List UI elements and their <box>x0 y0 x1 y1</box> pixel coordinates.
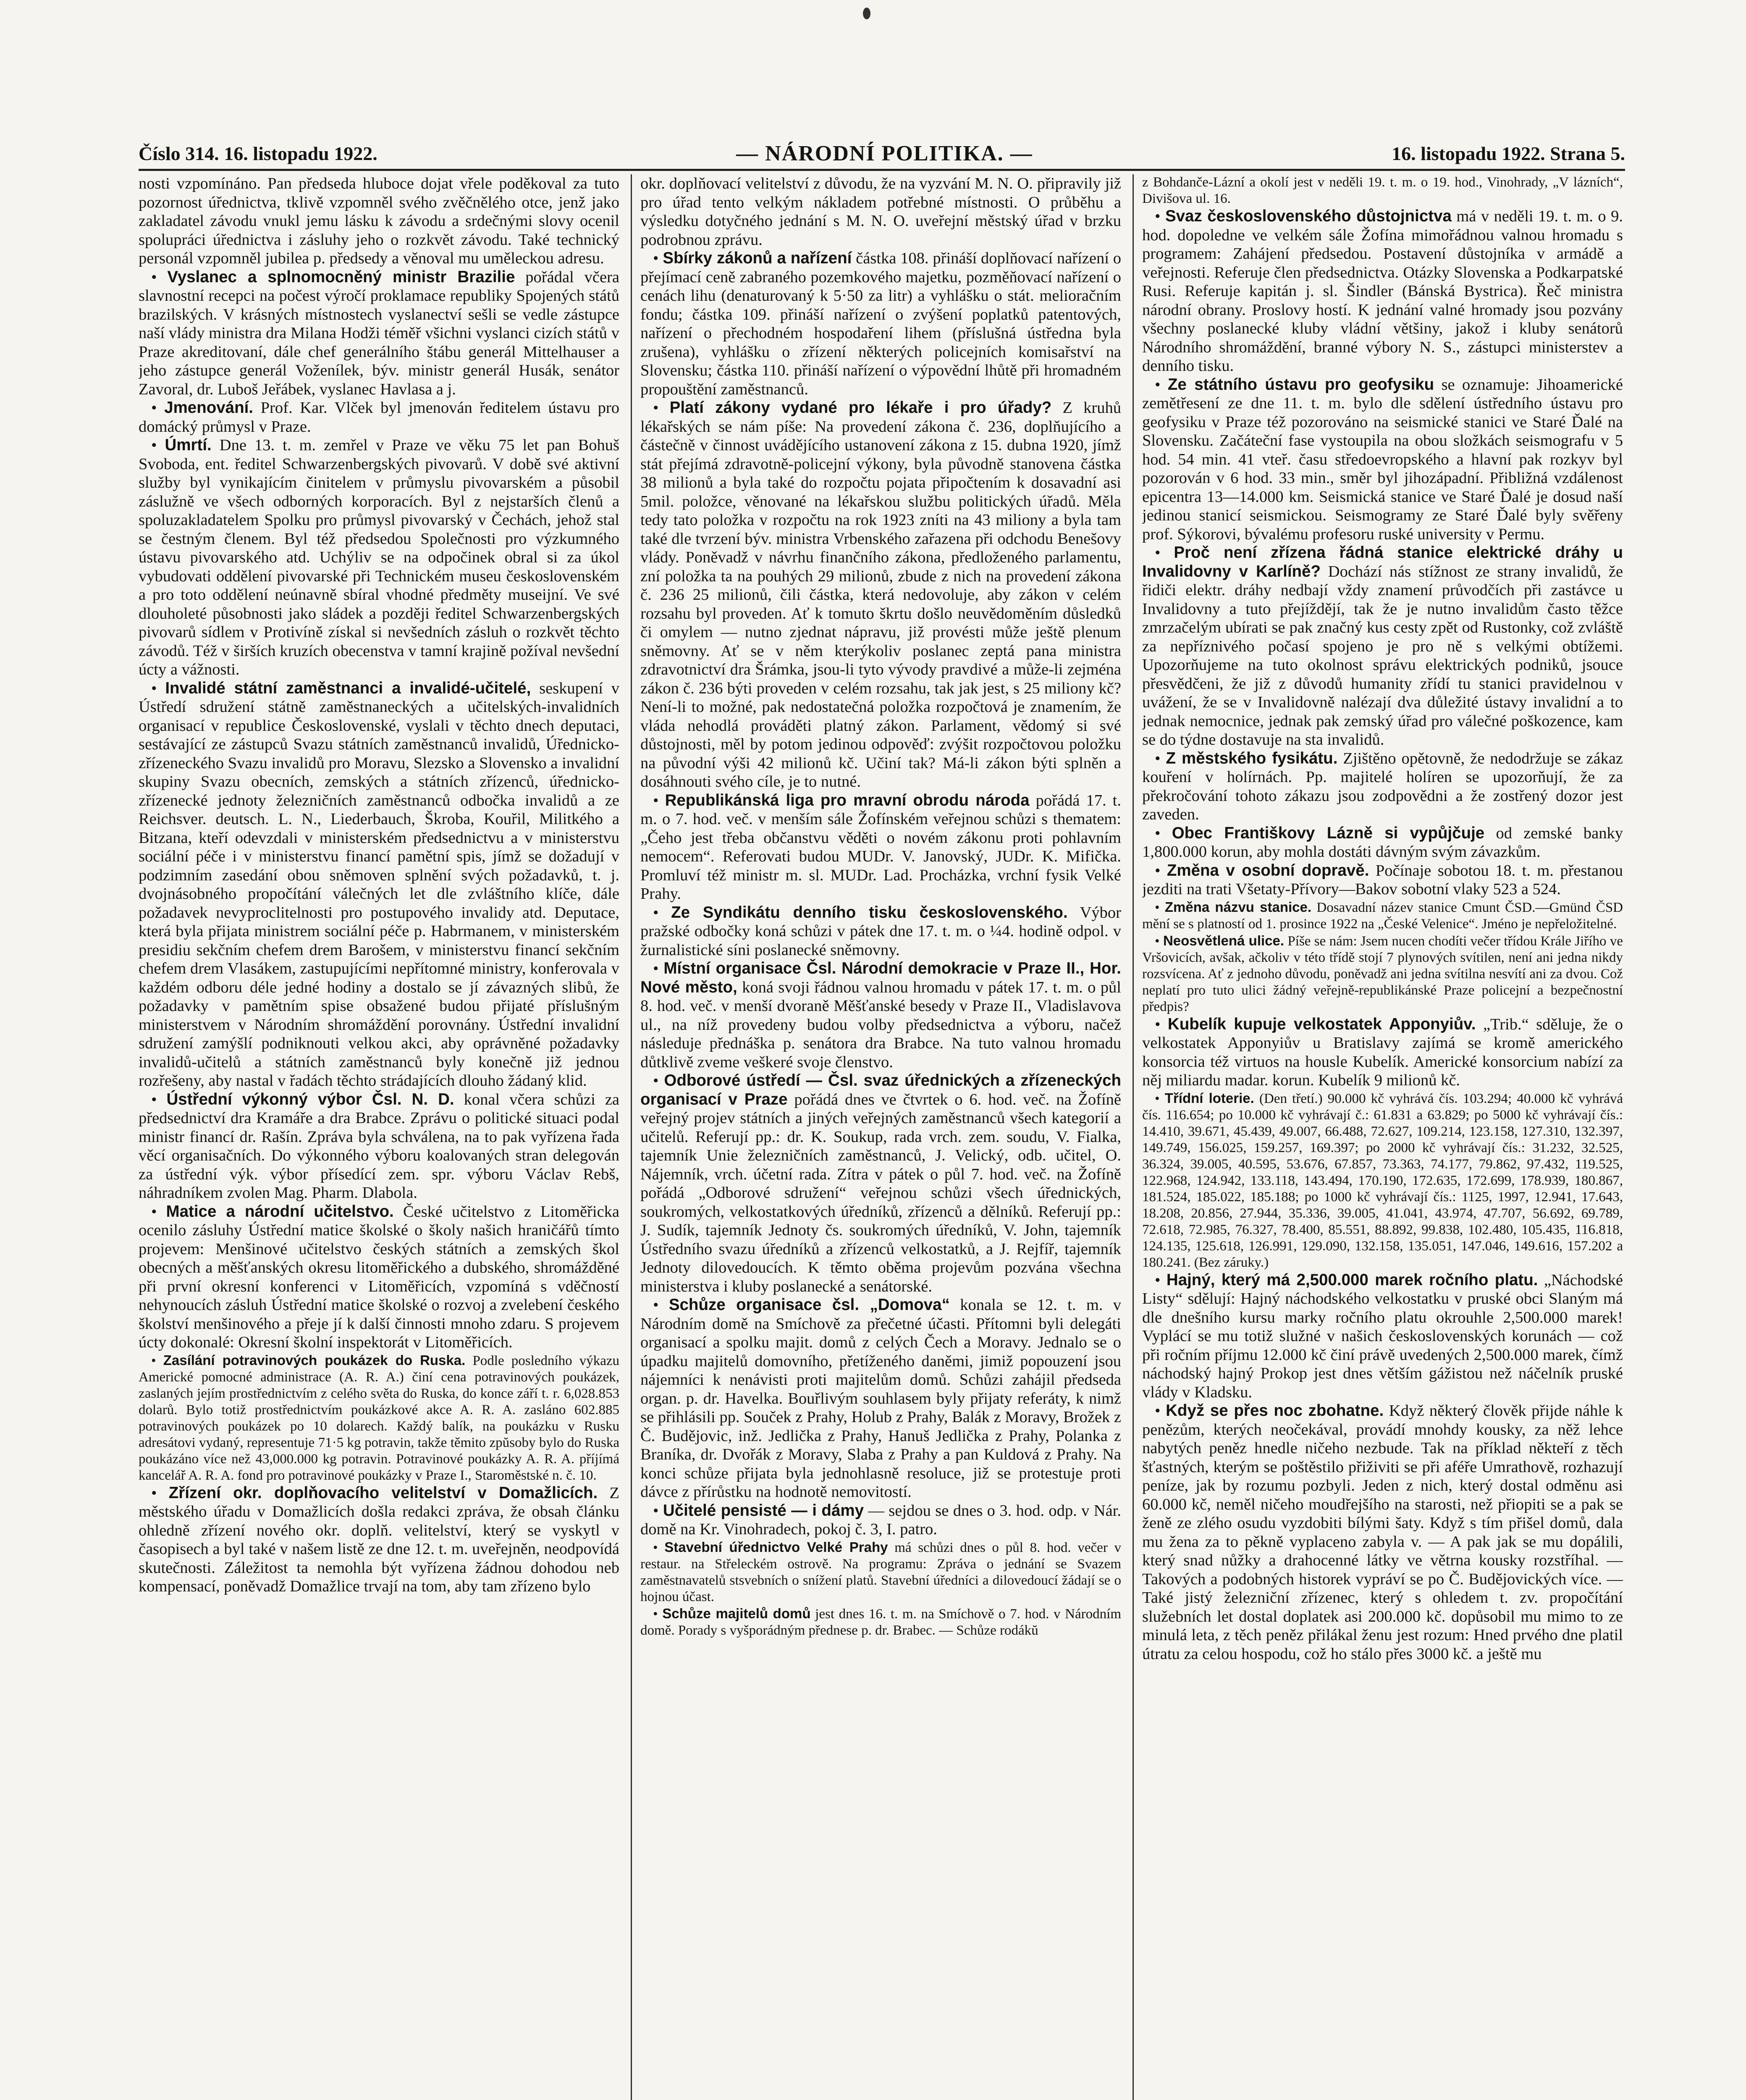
article-heading: Odborové ústředí — Čsl. svaz úřednických a zřízeneckých organisací v Praze <box>640 1071 1121 1108</box>
article-text: — sejdou se dnes o 3. hod. odp. v Nár. domě na Kr. Vinohradech, pokoj č. 3, I. patro. <box>640 1502 1121 1538</box>
article-paragraph: • Třídní loterie. (Den třetí.) 90.000 kč vyhrává čís. 103.294; 40.000 kč vyhrává čís. 116.654; po 10.000 kč vyhrávají č.: 61.831 a 63.829; po 5000 kč vyhrávají čís.: 14.410, 39.671, 45.439, 49.007, 66.488, 72.627, 109.214, 123.158, 127.310, 132.397, 149.749, 156.025, 159.257, 169.397; po 2000 kč vyhrávají čís.: 31.232, 32.525, 36.324, 39.005, 40.595, 53.676, 67.857, 73.363, 74.177, 79.862, 97.432, 119.525, 122.968, 124.942, 133.118, 143.494, 170.190, 172.635, 172.699, 178.939, 180.867, 181.524, 185.022, 185.188; po 1000 kč vyhrávají čís.: 1125, 1997, 12.941, 17.643, 18.208, 20.856, 27.944, 35.336, 39.005, 41.041, 43.974, 47.707, 56.692, 69.789, 72.618, 72.985, 76.327, 78.400, 85.551, 88.892, 99.838, 102.480, 105.435, 116.818, 124.135, 125.618, 126.991, 129.090, 132.158, 135.051, 147.046, 149.616, 157.202 a 180.241. (Bez záruky.) <box>1142 1090 1623 1270</box>
article-heading: Z městského fysikátu. <box>1166 749 1338 767</box>
article-text: Dosavadní název stanice Cmunt ČSD.—Gmünd ČSD mění se s platností od 1. prosince 1922 na „České Velenice“. Jméno je nepřeložitelné. <box>1142 900 1623 932</box>
article-text: Z kruhů lékařských se nám píše: Na provedení zákona č. 236, doplňujícího a částečně v činnost uvádějícího ustanovení zákona z 15. dubna 1920, jímž stát přejímá zdravotně-policejní výkony, byla původně stanovena částka 38 milionů a byla také do rozpočtu pojata připočtením k dosavadní asi 5mil. položce, věnované na lékařskou službu politických úřadů. Měla tedy tato položka v rozpočtu na rok 1923 zníti na 43 miliony a byla tam také dle tvrzení býv. ministra Vrbenského zařazena při odchodu Benešovy vlády. Poněvadž v návrhu finančního zákona, předloženého parlamentu, zní položka ta na pouhých 29 milionů, zbude z nich na provedení zákona č. 236 25 milionů, čili částka, která nedovoluje, aby zákon v celém rozsahu byl proveden. Ať k tomuto škrtu došlo neuvědoměním důsledků či omylem — nutno zjednat nápravu, již provésti může ještě plenum sněmovny. Ať se v něm kterýkoliv poslanec zeptá pana ministra zdravotnictví dra Šrámka, jsou-li tyto vývody pravdivé a může-li zejména zákon č. 236 býti proveden v celém rozsahu, tak jak jest, s 25 miliony kč? Není-li to možné, pak nedostatečná položka rozpočtová je znamením, že vláda nehodlá prováděti platný zákon. Parlament, vědomý si své důstojnosti, měl by potom jedinou odpověď: zvýšit rozpočtovou položku na původní výši 42 milionů kč. Učiní tak? Má-li zákon býti splněn a dosáhnouti svého cíle, je to nutné. <box>640 399 1121 790</box>
article-paragraph: • Sbírky zákonů a nařízení částka 108. přináší doplňovací nařízení o přejímací ceně zabraného pozemkového majetku, pozměňovací nařízení o cenách lihu (denaturovaný k 5·50 za litr) a vyhlášku o stát. melioračním fondu; částka 109. přináší nařízení o zvýšení poplatků patentových, nařízení o přechodném hospodaření lihem (příslušná ústředna byla zrušena), vyhlášku o zřízení některých policejních komisařství na Slovensku; částka 110. přináší nařízení o výpovědní lhůtě při hromadném propouštění zaměstnanců. <box>640 249 1121 398</box>
article-heading: Svaz československého důstojnictva <box>1165 207 1452 225</box>
column-1 <box>139 174 619 2100</box>
article-heading: Ústřední výkonný výbor Čsl. N. D. <box>166 1090 454 1108</box>
page-number: Strana 5. <box>1550 142 1625 164</box>
article-heading: Ze státního ústavu pro geofysiku <box>1167 375 1434 394</box>
article-heading: Úmrtí. <box>165 436 212 454</box>
article-text: konala se 12. t. m. v Národním domě na Smíchově za přečetné účasti. Přítomni byli delegáti organisací a spolku majit. domů z celých Čech a Moravy. Jednalo se o úpadku majitelů domovního, přetíženého daněmi, jimiž popouzení jsou nájemníci k nenávisti proti majitelům domů. Schůzi zahájil předseda organ. p. dr. Havelka. Bouřlivým souhlasem byly přijaty referáty, k nimž se přihlásili pp. Souček z Prahy, Holub z Prahy, Balák z Moravy, Brožek z Č. Budějovic, inž. Jedlička z Prahy, Hanuš Jedlička z Prahy, Polanka z Braníka, dr. Dvořák z Moravy, Slaba z Prahy a pan Kuldová z Prahy. Na konci schůze přijata byla jednohlasně resoluce, již se protestuje proti dávce z přírůstku na hodnotě nemovitostí. <box>640 1296 1121 1501</box>
article-paragraph: • Ze státního ústavu pro geofysiku se oznamuje: Jihoamerické zemětřesení ze dne 11. t. m. bylo dle sdělení ústředního ústavu pro geofysiku v Praze též pozorováno na seismické stanici ve Staré Ďalé na Slovensku. Začáteční fase vystoupila na obou složkách seismografu v 5 hod. 54 min. 41 vteř. času středoevropského a hlavní pak rozkyv byl pozorován v 6 hod. 33 min., směr byl jihozápadní. Přibližná vzdálenost epicentra 13—14.000 km. Seismická stanice ve Staré Ďalé je dosud naší jedinou stanicí seismickou. Seismogramy ze Staré Ďalé byly svěřeny prof. Sýkorovi, bývalému profesoru ruské university v Permu. <box>1142 375 1623 543</box>
article-heading: Matice a národní učitelstvo. <box>166 1202 394 1221</box>
article-heading: Změna v osobní dopravě. <box>1167 861 1369 879</box>
header-rule <box>139 169 1625 171</box>
header-right <box>1392 142 1625 165</box>
page-header <box>139 139 1625 168</box>
newspaper-title: — NÁRODNÍ POLITIKA. — <box>736 141 1033 165</box>
article-paragraph: • Kubelík kupuje velkostatek Apponyiův. „Trib.“ sděluje, že o velkostatek Apponyiův u Bratislavy zajímá se kromě amerického konsorcia též virtuos na housle Kubelík. Americké konsorcium nabízí za něj miliardu madar. korun. Kubelík 9 milionů kč. <box>1142 1015 1623 1089</box>
article-heading: Obec Františkovy Lázně si vypůjčuje <box>1172 824 1485 842</box>
article-paragraph: • Zasílání potravinových poukázek do Ruska. Podle posledního výkazu Americké pomocné administrace (A. R. A.) činí cena potravinových poukázek, zaslaných jejím prostřednictvím z celého světa do Ruska, do konce září t. r. 6,028.853 dolarů. Bylo totiž prostřednictvím poukázkové akce A. R. A. zasláno 602.885 potravinových poukázek po 10 dolarech. Každý balík, na poukázku v Rusku adresátovi vydaný, representuje 71·5 kg potravin, takže těmito zpŭsoby bylo do Ruska poukázáno více než 43,000.000 kg potravin. Potravinové poukázky A. R. A. příjímá kancelář A. R. A. fond pro potravinové poukázky v Praze I., Staroměstské n. č. 10. <box>139 1352 619 1483</box>
article-heading: Kubelík kupuje velkostatek Apponyiův. <box>1167 1015 1476 1033</box>
article-paragraph <box>640 174 1121 249</box>
article-paragraph: • Svaz československého důstojnictva má v neděli 19. t. m. o 9. hod. dopoledne ve velkém sále Žofína mimořádnou valnou hromadu s programem: Zahájení předsedou. Postavení důstojníka v armádě a veřejnosti. Referuje člen předsednictva. Otázky Slovenska a Podkarpatské Rusi. Referuje kapitán j. sl. Šindler (Bánská Bystrica). Řeč ministra národní obrany. Proslovy hostí. K jednání valné hromady jsou pozvány všechny poslanecké kluby vládní většiny, jakož i kluby senátorů Národního shromáždění, branné výbory N. S., zástupci ministerstev a denního tisku. <box>1142 207 1623 375</box>
punch-hole-mark <box>863 8 870 19</box>
article-text: Píše se nám: Jsem nucen chodíti večer třídou Krále Jiřího ve Vršovicích, avšak, ačkoliv v této třídě stojí 7 plynových svítilen, není ani jedna nikdy rozsvícena. Ať z jednoho důvodu, poněvadž ani jedna svítilna nesvítí ani za dvou. Což neplatí pro tuto ulici žádný veřejně-republikánské Praze policejní a bezpečnostní předpis? <box>1142 933 1623 1014</box>
article-text: „Náchodské Listy“ sdělují: Hajný náchodského velkostatku v pruské obci Slaným má dle dnešního kursu marky ročního platu okrouhle 2,500.000 marek! Vyplácí se mu totiž služné v našich československých korunách — což při ročním příjmu 12.000 kč činí právě uvedených 2,500.000 marek, čímž náchodský hajný Prokop jest dnes větším gážistou než náčelník pruské vlády v Kladsku. <box>1142 1271 1623 1401</box>
article-paragraph: • Invalidé státní zaměstnanci a invalidé-učitelé, seskupení v Ústředí sdružení státně zaměstnaneckých a učitelských-invalidních organisací v republice Československé, vyslali v těchto dnech deputaci, sestávající ze zástupců Svazu státních zaměstnanců invalidů, Úřednicko-zřízeneckého Svazu invalidů pro Moravu, Slezsko a Slovensko a invalidní skupiny Svazu obecních, zemských a státních zřízenců, úřednicko-zřízenecké jednoty železničních zaměstnanců odbočka invalidů a ze Reichsver. deutsch. L. N., Liederbauch, Škroba, Kouřil, Militkého a Bitzana, kteří odevzdali v ministerském předsednictvu a v ministerstvu sociální péče i v ministerstvu financí pamětní spis, jímž se dožadují v podzimním zasedání obou sněmoven splnění svých požadavků, t. j. dvojnásobného propočítání válečných let dle zvláštního klíče, dále požadavek nevyproclitelnosti pro postupového invalidy atd. Deputace, která byla přijata ministrem sociální péče p. Habrmanem, v ministerském presidiu sekčním chefem drem Barošem, v ministerstvu financí sekčním chefem drem Vlasákem, zastupujícími nepřítomné ministry, konferovala v každém odboru déle jedné hodiny a dostalo se jí závazných slibů, že požadavky v pamětním spise obsažené budou přijaté příslušným ministerstvem v Národním shromáždění porovnány. Ústřední invalidní sdružení zamýšlí podniknouti velkou akci, aby oprávněné požadavky invalidů-učitelů a státních zaměstnanců byly konečně již jednou rozřešeny, aby nastal v řadách těchto strádajících dlouho žádaný klid. <box>139 679 619 1089</box>
article-paragraph: • Neosvětlená ulice. Píše se nám: Jsem nucen chodíti večer třídou Krále Jiřího ve Vršovicích, avšak, ačkoliv v této třídě stojí 7 plynových svítilen, není ani jedna nikdy rozsvícena. Ať z jednoho důvodu, poněvadž ani jedna svítilna nesvítí ani za dvou. Což neplatí pro tuto ulici žádný veřejně-republikánské Praze policejní a bezpečnostní předpis? <box>1142 932 1623 1014</box>
article-heading: Invalidé státní zaměstnanci a invalidé-učitelé, <box>165 679 531 697</box>
article-heading: Schůze majitelů domů <box>662 1605 811 1621</box>
article-text: nosti vzpomínáno. Pan předseda hluboce dojat vřele poděkoval za tuto pozornost úřednictva, tklivě vzpomněl svého zvěčnělého otce, jenž jako zakladatel závodu vnukl jemu lásku k závodu a srdečnými slovy ocenil spolupráci úřednictva i zásluhy jeho o rozkvět závodu. Také technický personál vzpomněl jubilea p. předsedy a věnoval mu uměleckou adresu. <box>139 175 619 267</box>
article-paragraph: • Úmrtí. Dne 13. t. m. zemřel v Praze ve věku 75 let pan Bohuš Svoboda, ent. ředitel Schwarzenbergských pivovarů. V době své aktivní služby byl vynikajícím činitelem v průmyslu pivovarském a působil záslužně ve všech odborných korporacích. Byl z nejstarších členů a spoluzakladatelem Spolku pro průmysl pivovarský v Čechách, jehož stal se čestným členem. Byl též předsedou Společnosti pro výzkumného ústavu pivovarského atd. Uchýliv se na odpočinek obral si za úkol vybudovati oddělení pivovarské při Technickém museu československém a pro toto oddělení neúnavně sbíral vhodné předměty museijní. Ve své dlouholeté působnosti jako sládek a později ředitel Schwarzenbergských pivovarů sídlem v Protivíně získal si nevšedních zásluh o rozkvět těchto závodů. Též v širších kruzích obecenstva v tamní krajině požíval nevšední úcty a vážnosti. <box>139 436 619 678</box>
article-heading: Neosvětlená ulice. <box>1163 932 1285 948</box>
article-text: České učitelstvo z Litoměřicka ocenilo zásluhy Ústřední matice školské o školy našich hraničářů tímto projevem: Menšinové učitelstvo českých státních a zemských škol obecných a měšťanských okresu litoměřického a dubského, shromážděné při první okresní konferenci v Litoměřicích, vzpomíná s vděčností nehynoucích zásluh Ústřední matice školské o rozvoj a zvelebení českého školství menšinového a přeje jí k další činnosti mnoho zdaru. S projevem úcty dokonalé: Okresní školní inspektorát v Litoměřicích. <box>139 1202 619 1351</box>
header-left <box>139 142 378 165</box>
column-2 <box>640 174 1121 2100</box>
article-paragraph: • Učitelé pensisté — i dámy — sejdou se dnes o 3. hod. odp. v Nár. domě na Kr. Vinohradech, pokoj č. 3, I. patro. <box>640 1501 1121 1538</box>
article-text: má v neděli 19. t. m. o 9. hod. dopoledne ve velkém sále Žofína mimořádnou valnou hromadu s programem: Zahájení předsedou. Postavení důstojníka v armádě a veřejnosti. Referuje člen předsednictva. Otázky Slovenska a Podkarpatské Rusi. Referuje kapitán j. sl. Šindler (Bánská Bystrica). Řeč ministra národní obrany. Proslovy hostí. K jednání valné hromady jsou pozvány všechny poslanecké kluby vládní většiny, jakož i kluby senátorů Národního shromáždění, branné výbory N. S., zástupci ministerstev a denního tisku. <box>1142 207 1623 375</box>
article-paragraph: • Platí zákony vydané pro lékaře i pro úřady? Z kruhů lékařských se nám píše: Na provedení zákona č. 236, doplňujícího a částečně v činnost uvádějícího ustanovení zákona z 15. dubna 1920, jímž stát přejímá zdravotně-policejní výkony, byla původně stanovena částka 38 milionů a byla také do rozpočtu pojata připočtením k dosavadní asi 5mil. položce, věnované na lékařskou službu politických úřadů. Měla tedy tato položka v rozpočtu na rok 1923 zníti na 43 miliony a byla tam také dle tvrzení býv. ministra Vrbenského zařazena při odchodu Benešovy vlády. Poněvadž v návrhu finančního zákona, předloženého parlamentu, zní položka ta na pouhých 29 milionů, zbude z nich na provedení zákona č. 236 25 milionů, čili částka, která nedovoluje, aby zákon v celém rozsahu byl proveden. Ať k tomuto škrtu došlo neuvědoměním důsledků či omylem — nutno zjednat nápravu, již provésti může ještě plenum sněmovny. Ať se v něm kterýkoliv poslanec zeptá pana ministra zdravotnictví dra Šrámka, jsou-li tyto vývody pravdivé a může-li zejména zákon č. 236 býti proveden v celém rozsahu, tak jak jest, s 25 miliony kč? Není-li to možné, pak nedostatečná položka rozpočtová je znamením, že vláda nehodlá prováděti platný zákon. Parlament, vědomý si své důstojnosti, měl by potom jedinou odpověď: zvýšit rozpočtovou položku na původní výši 42 milionů kč. Učiní tak? Má-li zákon býti splněn a dosáhnouti svého cíle, je to nutné. <box>640 399 1121 790</box>
article-paragraph: • Hajný, který má 2,500.000 marek ročního platu. „Náchodské Listy“ sdělují: Hajný náchodského velkostatku v pruské obci Slaným má dle dnešního kursu marky ročního platu okrouhle 2,500.000 marek! Vyplácí se mu totiž služné v našich československých korunách — což při ročním příjmu 12.000 kč činí právě uvedených 2,500.000 marek, čímž náchodský hajný Prokop jest dnes větším gážistou než náčelník pruské vlády v Kladsku. <box>1142 1270 1623 1401</box>
article-text: Zjištěno opětovně, že nedodržuje se zákaz kouření v holírnách. Pp. majitelé holíren se upozorňují, že za překročování tohoto zákazu jsou zodpovědni a že zostřený dozor jest zaveden. <box>1142 749 1623 823</box>
article-text: z Bohdanče-Lázní a okolí jest v neděli 19. t. m. o 19. hod., Vinohrady, „V lázních“, Divišova ul. 16. <box>1142 175 1623 206</box>
article-text: Prof. Kar. Vlček byl jmenován ředitelem ústavu pro domácký průmysl v Praze. <box>139 399 619 436</box>
article-text: pořádal včera slavnostní recepci na počest výročí proklamace republiky Spojených států brazilských. V krásných místnostech vyslanectví sešli se vedle zástupce naší vlády ministra dra Milana Hodži téměř všichni vyslanci cizích států v Praze akreditovaní, dále chef generálního štábu generál Mittelhauser a jeho zástupce generál Voženílek, býv. ministr generál Husák, senátor Zavoral, dr. Luboš Jeřábek, vyslanec Havlasa a j. <box>139 268 619 398</box>
article-paragraph: • Republikánská liga pro mravní obrodu národa pořádá 17. t. m. o 7. hod. več. v menším sále Žofínském veřejnou schůzi s thematem: „Čeho jest třeba občanstvu věděti o novém zákonu proti pohlavním nemocem“. Referovati budou MUDr. V. Janovský, JUDr. K. Mifička. Promluví též ministr m. sl. MUDr. Lad. Procházka, vrchní fysik Velké Prahy. <box>640 791 1121 903</box>
article-text: koná svoji řádnou valnou hromadu v pátek 17. t. m. o půl 8. hod. več. v menší dvoraně Měšťanské besedy v Praze II., Vladislavova ul., na níž provedeny budou volby předsednictva a výboru, načež následuje přednáška p. senátora dra Brabce. Na tuto valnou hromadu důtklivě zveme veškeré svoje členstvo. <box>640 978 1121 1071</box>
article-paragraph: • Zřízení okr. doplňovacího velitelství v Domažlicích. Z městského úřadu v Domažlicích došla redakci zpráva, že obsah článku ohledně zřízení nového okr. doplň. velitelství, který se vyskytl v časopisech a byl také v našem listě ze dne 12. t. m. uveřejněn, neodpovídá skutečnosti. Záležitost ta nemohla být vyřízena žádnou dohodou neb kompensací, poněvadž Domažlice trvají na tom, aby tam zřízeno bylo <box>139 1483 619 1595</box>
article-paragraph: • Matice a národní učitelstvo. České učitelstvo z Litoměřicka ocenilo zásluhy Ústřední matice školské o školy našich hraničářů tímto projevem: Menšinové učitelstvo českých státních a zemských škol obecných a měšťanských okresu litoměřického a dubského, shromážděné při první okresní konferenci v Litoměřicích, vzpomíná s vděčností nehynoucích zásluh Ústřední matice školské o rozvoj a zvelebení českého školství menšinového a přeje jí k další činnosti mnoho zdaru. S projevem úcty dokonalé: Okresní školní inspektorát v Litoměřicích. <box>139 1202 619 1351</box>
article-text: Počínaje sobotou 18. t. m. přestanou jezditi na trati Všetaty-Přívory—Bakov sobotní vlaky 523 a 524. <box>1142 861 1623 898</box>
article-heading: Zřízení okr. doplňovacího velitelství v Domažlicích. <box>168 1483 598 1502</box>
column-divider <box>1133 174 1134 2100</box>
article-paragraph: • Ústřední výkonný výbor Čsl. N. D. konal včera schůzi za předsednictví dra Kramáře a dra Brabce. Zprávu o politické situaci podal ministr financí dr. Rašín. Zpráva byla schválena, na to pak vyřízena řada věcí organisačních. Do výkonného výboru koalovaných stran delegován za ústřední výk. výbor přísedící zem. spr. výboru Václav Rebš, náhradníkem zvolen Mag. Pharm. Dlabola. <box>139 1090 619 1202</box>
article-text: Z městského úřadu v Domažlicích došla redakci zpráva, že obsah článku ohledně zřízení nového okr. doplň. velitelství, který se vyskytl v časopisech a byl také v našem listě ze dne 12. t. m. uveřejněn, neodpovídá skutečnosti. Záležitost ta nemohla být vyřízena žádnou dohodou neb kompensací, poněvadž Domažlice trvají na tom, aby tam zřízeno bylo <box>139 1484 619 1595</box>
article-heading: Hajný, který má 2,500.000 marek ročního platu. <box>1166 1270 1538 1289</box>
article-paragraph: • Místní organisace Čsl. Národní demokracie v Praze II., Hor. Nové město, koná svoji řádnou valnou hromadu v pátek 17. t. m. o půl 8. hod. več. v menší dvoraně Měšťanské besedy v Praze II., Vladislavova ul., na níž provedeny budou volby předsednictva a výboru, načež následuje přednáška p. senátora dra Brabce. Na tuto valnou hromadu důtklivě zveme veškeré svoje členstvo. <box>640 959 1121 1071</box>
article-paragraph: • Schůze organisace čsl. „Domova“ konala se 12. t. m. v Národním domě na Smíchově za přečetné účasti. Přítomni byli delegáti organisací a spolku majit. domů z celých Čech a Moravy. Jednalo se o úpadku majitelů domovního, přetíženého daněmi, jimiž popouzení jsou nájemníci k nenávisti proti majitelům domů. Schůzi zahájil předseda organ. p. dr. Havelka. Bouřlivým souhlasem byly přijaty referáty, k nimž se přihlásili pp. Souček z Prahy, Holub z Prahy, Balák z Moravy, Brožek z Č. Budějovic, inž. Jedlička z Prahy, Hanuš Jedlička z Prahy, Polanka z Braníka, dr. Dvořák z Moravy, Slaba z Prahy a pan Kuldová z Prahy. Na konci schůze přijata byla jednohlasně resoluce, již se protestuje proti dávce z přírůstku na hodnotě nemovitostí. <box>640 1296 1121 1501</box>
article-heading: Místní organisace Čsl. Národní demokracie v Praze II., Hor. Nové město, <box>640 959 1121 996</box>
article-heading: Republikánská liga pro mravní obrodu národa <box>665 791 1030 809</box>
article-text: se oznamuje: Jihoamerické zemětřesení ze dne 11. t. m. bylo dle sdělení ústředního ústavu pro geofysiku v Praze též pozorováno na seismické stanici ve Staré Ďalé na Slovensku. Začáteční fase vystoupila na obou složkách seismografu v 5 hod. 54 min. 41 vteř. času středoevropského a hlavní pak rozkyv byl pozorován v 6 hod. 33 min., směr byl jihozápadní. Přibližná vzdálenost epicentra 13—14.000 km. Seismická stanice ve Staré Ďalé je dosud naší jedinou stanicí seismickou. Seismogramy ze Staré Ďalé byly svěřeny prof. Sýkorovi, bývalému profesoru ruské university v Permu. <box>1142 375 1623 543</box>
article-heading: Změna názvu stanice. <box>1164 899 1312 915</box>
article-text: (Den třetí.) 90.000 kč vyhrává čís. 103.294; 40.000 kč vyhrává čís. 116.654; po 10.000 kč vyhrávají č.: 61.831 a 63.829; po 5000 kč vyhrávají čís.: 14.410, 39.671, 45.439, 49.007, 66.488, 72.627, 109.214, 123.158, 127.310, 132.397, 149.749, 156.025, 159.257, 169.397; po 2000 kč vyhrávají čís.: 31.232, 32.525, 36.324, 39.005, 40.595, 53.676, 67.857, 73.363, 74.177, 79.862, 97.432, 119.525, 122.968, 124.942, 133.118, 143.494, 170.190, 172.635, 172.699, 178.939, 180.867, 181.524, 185.022, 185.188; po 1000 kč vyhrávají čís.: 1125, 1997, 12.941, 17.643, 18.208, 20.856, 27.944, 35.336, 39.005, 41.041, 43.974, 47.707, 56.692, 69.789, 72.618, 72.985, 76.327, 78.400, 85.551, 88.892, 99.838, 102.480, 105.435, 116.818, 124.135, 125.618, 126.991, 129.090, 132.158, 135.051, 147.046, 149.616, 157.202 a 180.241. (Bez záruky.) <box>1142 1091 1623 1270</box>
article-paragraph: • Vyslanec a splnomocněný ministr Brazilie pořádal včera slavnostní recepci na počest výročí proklamace republiky Spojených států brazilských. V krásných místnostech vyslanectví sešli se vedle zástupce naší vlády ministra dra Milana Hodži téměř všichni vyslanci cizích států v Praze akreditovaní, dále chef generálního štábu generál Mittelhauser a jeho zástupce generál Voženílek, býv. ministr generál Husák, senátor Zavoral, dr. Luboš Jeřábek, vyslanec Havlasa a j. <box>139 268 619 398</box>
article-heading: Třídní loterie. <box>1164 1090 1254 1106</box>
article-text: konal včera schůzi za předsednictví dra Kramáře a dra Brabce. Zprávu o politické situaci podal ministr financí dr. Rašín. Zpráva byla schválena, na to pak vyřízena řada věcí organisačních. Do výkonného výboru koalovaných stran delegován za ústřední výk. výbor přísedící zem. spr. výboru Václav Rebš, náhradníkem zvolen Mag. Pharm. Dlabola. <box>139 1090 619 1202</box>
article-text: Výbor pražské odbočky koná schůzi v pátek dne 17. t. m. o ¼4. hodině odpol. v žurnalistické síni poslanecké sněmovny. <box>640 903 1121 959</box>
article-text: má schůzi dnes o půl 8. hod. večer v restaur. na Střeleckém ostrově. Na programu: Zpráva o jednání se Svazem zaměstnavatelů stsvebních o snížení platů. Stavební úředníci a dilovedoucí žádají se o hojnou účast. <box>640 1540 1121 1604</box>
article-heading: Proč není zřízena řádná stanice elektrické dráhy u Invalidovny v Karlíně? <box>1142 543 1623 580</box>
article-paragraph: • Obec Františkovy Lázně si vypůjčuje od zemské banky 1,800.000 korun, aby mohla dostáti dávným svým závazkům. <box>1142 824 1623 861</box>
article-text: Dochází nás stížnost ze strany invalidů, že řidiči elektr. dráhy nedbají vždy znamení průvodčích při zastávce u Invalidovny a tuto přejíždějí, tak že je nutno invalidům často těžce zmrzačelým ubírati se pak značný kus cesty zpět od Rustonky, což zvláště za nepříznivého počasí spojeno je pro ně s velkými obtížemi. Upozorňujeme na tuto okolnost správu elektrických podniků, jsouce přesvědčeni, že již z důvodů humanity zřídí tu stanici pravidelnou v uvážení, že se v Invalidovně nalézají dva důležité ústavy invalidní a to jednak nemocnice, jednak pak zemský úřad pro válečné poškozence, kam se do týdne dostavuje na sta invalidů. <box>1142 562 1623 748</box>
article-text: Když některý člověk přijde náhle k penězům, kterých neočekával, provádí mnohdy kousky, za něž lehce nabytých peněz hnedle ničeho nezbude. Tak na příklad někteří z těch šťastných, kterým se poštěstilo přiživiti se při aféře Umrathově, rozhazují peníze, jak by rozumu pozbyli. Jeden z nich, který dostal odměnu asi 60.000 kč, neměl ničeho moudřejšího na starosti, než přiopiti se a pak se ženě ze zlého osudu vyzdobiti bílými šaty. Když s tím přišel domů, dala mu žena za to pěkně vyplaceno zabyla v. — A pak jak se mu dopálili, který snad nůžky a drahocenné látky ve větrna kousky rozstříhal. — Takových a podobných historek vypráví se po Č. Budějovických více. — Také jistý železniční zřízenec, který s ohledem t. zv. propočítání služebních let dostal doplatek asi 200.000 kč. dopůsobil mu mimo to ze minulá leta, z těch peněz přilákal ženu jest rozum: Hned prvého dne platil útratu za celou hospodu, což ho stálo přes 3000 kč. a ještě mu <box>1142 1402 1623 1663</box>
article-paragraph: • Změna názvu stanice. Dosavadní název stanice Cmunt ČSD.—Gmünd ČSD mění se s platností od 1. prosince 1922 na „České Velenice“. Jméno je nepřeložitelné. <box>1142 899 1623 932</box>
header-date-left: 16. listopadu 1922. <box>224 142 378 164</box>
article-paragraph <box>139 174 619 268</box>
article-paragraph <box>1142 174 1623 207</box>
article-heading: Když se přes noc zbohatne. <box>1166 1402 1384 1420</box>
column-3 <box>1142 174 1623 2100</box>
article-heading: Sbírky zákonů a nařízení <box>663 249 852 267</box>
article-paragraph: • Když se přes noc zbohatne. Když některý člověk přijde náhle k penězům, kterých neočekával, provádí mnohdy kousky, za něž lehce nabytých peněz hnedle ničeho nezbude. Tak na příklad někteří z těch šťastných, kterým se poštěstilo přiživiti se při aféře Umrathově, rozhazují peníze, jak by rozumu pozbyli. Jeden z nich, který dostal odměnu asi 60.000 kč, neměl ničeho moudřejšího na starosti, než přiopiti se a pak se ženě ze zlého osudu vyzdobiti bílými šaty. Když s tím přišel domů, dala mu žena za to pěkně vyplaceno zabyla v. — A pak jak se mu dopálili, který snad nůžky a drahocenné látky ve větrna kousky rozstříhal. — Takových a podobných historek vypráví se po Č. Budějovických více. — Také jistý železniční zřízenec, který s ohledem t. zv. propočítání služebních let dostal doplatek asi 200.000 kč. dopůsobil mu mimo to ze minulá leta, z těch peněz přilákal ženu jest rozum: Hned prvého dne platil útratu za celou hospodu, což ho stálo přes 3000 kč. a ještě mu <box>1142 1402 1623 1663</box>
column-divider <box>631 174 632 2100</box>
article-text: „Trib.“ sděluje, že o velkostatek Apponyiův u Bratislavy zajímá se kromě amerického konsorcia též virtuos na housle Kubelík. Americké konsorcium nabízí za něj miliardu madar. korun. Kubelík 9 milionů kč. <box>1142 1015 1623 1089</box>
article-heading: Učitelé pensisté — i dámy <box>663 1501 864 1520</box>
issue-number: Číslo 314. <box>139 142 219 164</box>
article-text: seskupení v Ústředí sdružení státně zaměstnaneckých a učitelských-invalidních organisací v republice Československé, vyslali v těchto dnech deputaci, sestávající ze zástupců Svazu státních zaměstnanců invalidů, Úřednicko-zřízeneckého Svazu invalidů pro Moravu, Slezsko a Slovensko a invalidní skupiny Svazu obecních, zemských a státních zřízenců, úřednicko-zřízenecké jednoty železničních zaměstnanců odbočka invalidů a ze Reichsver. deutsch. L. N., Liederbauch, Škroba, Kouřil, Militkého a Bitzana, kteří odevzdali v ministerském předsednictvu a v ministerstvu sociální péče i v ministerstvu financí pamětní spis, jímž se dožadují v podzimním zasedání obou sněmoven splnění svých požadavků, t. j. dvojnásobného propočítání válečných let dle zvláštního klíče, dále požadavek nevyproclitelnosti pro postupového invalidy atd. Deputace, která byla přijata ministrem sociální péče p. Habrmanem, v ministerském presidiu sekčním chefem drem Barošem, v ministerstvu financí sekčním chefem drem Vlasákem, zastupujícími nepřítomné ministry, konferovala v každém odboru déle jedné hodiny a dostalo se jí závazných slibů, že požadavky v pamětním spise obsažené budou přijaté příslušným ministerstvem v Národním shromáždění porovnány. Ústřední invalidní sdružení zamýšlí podniknouti velkou akci, aby oprávněné požadavky invalidů-učitelů a státních zaměstnanců byly konečně již jednou rozřešeny, aby nastal v řadách těchto strádajících dlouho žádaný klid. <box>139 679 619 1089</box>
article-text: pořádá 17. t. m. o 7. hod. več. v menším sále Žofínském veřejnou schůzi s thematem: „Čeho jest třeba občanstvu věděti o novém zákonu proti pohlavním nemocem“. Referovati budou MUDr. V. Janovský, JUDr. K. Mifička. Promluví též ministr m. sl. MUDr. Lad. Procházka, vrchní fysik Velké Prahy. <box>640 791 1121 903</box>
article-text: okr. doplňovací velitelství z důvodu, že na vyzvání M. N. O. připravily již pro úřad tento velkým nákladem potřebné místnosti. O průběhu a výsledku dotyčného jednání s M. N. O. uveřejní městský úřad v brzku podrobnou zprávu. <box>640 175 1121 249</box>
article-paragraph: • Proč není zřízena řádná stanice elektrické dráhy u Invalidovny v Karlíně? Dochází nás stížnost ze strany invalidů, že řidiči elektr. dráhy nedbají vždy znamení průvodčích při zastávce u Invalidovny a tuto přejíždějí, tak že je nutno invalidům často těžce zmrzačelým ubírati se pak značný kus cesty zpět od Rustonky, což zvláště za nepříznivého počasí spojeno je pro ně s velkými obtížemi. Upozorňujeme na tuto okolnost správu elektrických podniků, jsouce přesvědčeni, že již z důvodů humanity zřídí tu stanici pravidelnou v uvážení, že se v Invalidovně nalézají dva důležité ústavy invalidní a to jednak nemocnice, jednak pak zemský úřad pro válečné poškozence, kam se do týdne dostavuje na sta invalidů. <box>1142 543 1623 748</box>
article-heading: Zasílání potravinových poukázek do Ruska. <box>163 1352 466 1368</box>
article-heading: Jmenování. <box>164 399 253 417</box>
article-text: částka 108. přináší doplňovací nařízení o přejímací ceně zabraného pozemkového majetku, pozměňovací nařízení o cenách lihu (denaturovaný k 5·50 za litr) a vyhlášku o stát. melioračním fondu; částka 109. přináší nařízení o zvýšení poplatků patentových, nařízení o přechodném hospodaření lihem (příslušná ústředna byla zrušena), vyhlášku o zřízení některých policejních komisařství na Slovensku; částka 110. přináší nařízení o výpovědní lhůtě při hromadném propouštění zaměstnanců. <box>640 249 1121 398</box>
article-heading: Schůze organisace čsl. „Domova“ <box>669 1296 950 1314</box>
article-heading: Platí zákony vydané pro lékaře i pro úřady? <box>669 399 1052 417</box>
article-text: pořádá dnes ve čtvrtek o 6. hod. več. na Žofíně veřejný projev státních a jiných veřejných zaměstnanců všech kategorií a učitelů. Referují pp.: dr. K. Soukup, rada vrch. zem. soudu, V. Fialka, tajemník Unie železničních zaměstnanců, J. Velický, odb. učitel, O. Nájemník, vrch. účetní rada. Zítra v pátek o půl 7. hod. več. na Žofíně pořádá „Odborové sdružení“ veřejnou schůzi všech úřednických, soukromých, velkostatkových úředníků, zřízenců a dělníků. Referují pp.: J. Sudík, tajemník Jednoty čs. soukromých úředníků, V. John, tajemník Ústředního svazu úředníků a zřízenců velkostatků, a J. Rejfíř, tajemník Jednoty dilovedoucích. K těmto oběma projevům pozvána všechna ministerstva i kluby poslanecké a senátorské. <box>640 1090 1121 1295</box>
article-text: Dne 13. t. m. zemřel v Praze ve věku 75 let pan Bohuš Svoboda, ent. ředitel Schwarzenbergských pivovarů. V době své aktivní služby byl vynikajícím činitelem v průmyslu pivovarském a působil záslužně ve všech odborných korporacích. Byl z nejstarších členů a spoluzakladatelem Spolku pro průmysl pivovarský v Čechách, jehož stal se čestným členem. Byl též předsedou Společnosti pro výzkumného ústavu pivovarského atd. Uchýliv se na odpočinek obral si za úkol vybudovati oddělení pivovarské při Technickém museu československém a pro toto oddělení neúnavně sbíral vhodné předměty museijní. Ve své dlouholeté působnosti jako sládek a později ředitel Schwarzenbergských pivovarů sídlem v Protivíně získal si nevšedních zásluh o rozkvět těchto závodů. Též v širších kruzích obecenstva v tamní krajině požíval nevšední úcty a vážnosti. <box>139 436 619 678</box>
article-heading: Ze Syndikátu denního tisku československého. <box>671 903 1068 921</box>
article-paragraph: • Schůze majitelů domů jest dnes 16. t. m. na Smíchově o 7. hod. v Národním domě. Porady s vyšporádným přednese p. dr. Brabec. — Schůze rodákŭ <box>640 1605 1121 1638</box>
article-text: jest dnes 16. t. m. na Smíchově o 7. hod. v Národním domě. Porady s vyšporádným přednese p. dr. Brabec. — Schůze rodákŭ <box>640 1606 1121 1638</box>
article-text: Podle posledního výkazu Americké pomocné administrace (A. R. A.) činí cena potravinových poukázek, zaslaných jejím prostřednictvím z celého světa do Ruska, do konce září t. r. 6,028.853 dolarů. Bylo totiž prostřednictvím poukázkové akce A. R. A. zasláno 602.885 potravinových poukázek po 10 dolarech. Každý balík, na poukázku v Rusku adresátovi vydaný, representuje 71·5 kg potravin, takže těmito zpŭsoby bylo do Ruska poukázáno více než 43,000.000 kg potravin. Potravinové poukázky A. R. A. příjímá kancelář A. R. A. fond pro potravinové poukázky v Praze I., Staroměstské n. č. 10. <box>139 1353 619 1483</box>
article-heading: Stavební úřednictvo Velké Prahy <box>664 1539 888 1555</box>
article-paragraph: • Z městského fysikátu. Zjištěno opětovně, že nedodržuje se zákaz kouření v holírnách. Pp. majitelé holíren se upozorňují, že za překročování tohoto zákazu jsou zodpovědni a že zostřený dozor jest zaveden. <box>1142 749 1623 823</box>
article-text: od zemské banky 1,800.000 korun, aby mohla dostáti dávným svým závazkům. <box>1142 824 1623 861</box>
article-paragraph: • Stavební úřednictvo Velké Prahy má schůzi dnes o půl 8. hod. večer v restaur. na Střeleckém ostrově. Na programu: Zpráva o jednání se Svazem zaměstnavatelů stsvebních o snížení platů. Stavební úředníci a dilovedoucí žádají se o hojnou účast. <box>640 1539 1121 1604</box>
header-date-right: 16. listopadu 1922. <box>1392 142 1545 164</box>
article-paragraph: • Jmenování. Prof. Kar. Vlček byl jmenován ředitelem ústavu pro domácký průmysl v Praze. <box>139 399 619 436</box>
article-heading: Vyslanec a splnomocněný ministr Brazilie <box>167 268 515 286</box>
article-paragraph: • Odborové ústředí — Čsl. svaz úřednických a zřízeneckých organisací v Praze pořádá dnes ve čtvrtek o 6. hod. več. na Žofíně veřejný projev státních a jiných veřejných zaměstnanců všech kategorií a učitelů. Referují pp.: dr. K. Soukup, rada vrch. zem. soudu, V. Fialka, tajemník Unie železničních zaměstnanců, J. Velický, odb. učitel, O. Nájemník, vrch. účetní rada. Zítra v pátek o půl 7. hod. več. na Žofíně pořádá „Odborové sdružení“ veřejnou schůzi všech úřednických, soukromých, velkostatkových úředníků, zřízenců a dělníků. Referují pp.: J. Sudík, tajemník Jednoty čs. soukromých úředníků, V. John, tajemník Ústředního svazu úředníků a zřízenců velkostatků, a J. Rejfíř, tajemník Jednoty dilovedoucích. K těmto oběma projevům pozvána všechna ministerstva i kluby poslanecké a senátorské. <box>640 1071 1121 1295</box>
article-paragraph: • Ze Syndikátu denního tisku československého. Výbor pražské odbočky koná schůzi v pátek dne 17. t. m. o ¼4. hodině odpol. v žurnalistické síni poslanecké sněmovny. <box>640 903 1121 959</box>
article-paragraph: • Změna v osobní dopravě. Počínaje sobotou 18. t. m. přestanou jezditi na trati Všetaty-Přívory—Bakov sobotní vlaky 523 a 524. <box>1142 861 1623 898</box>
